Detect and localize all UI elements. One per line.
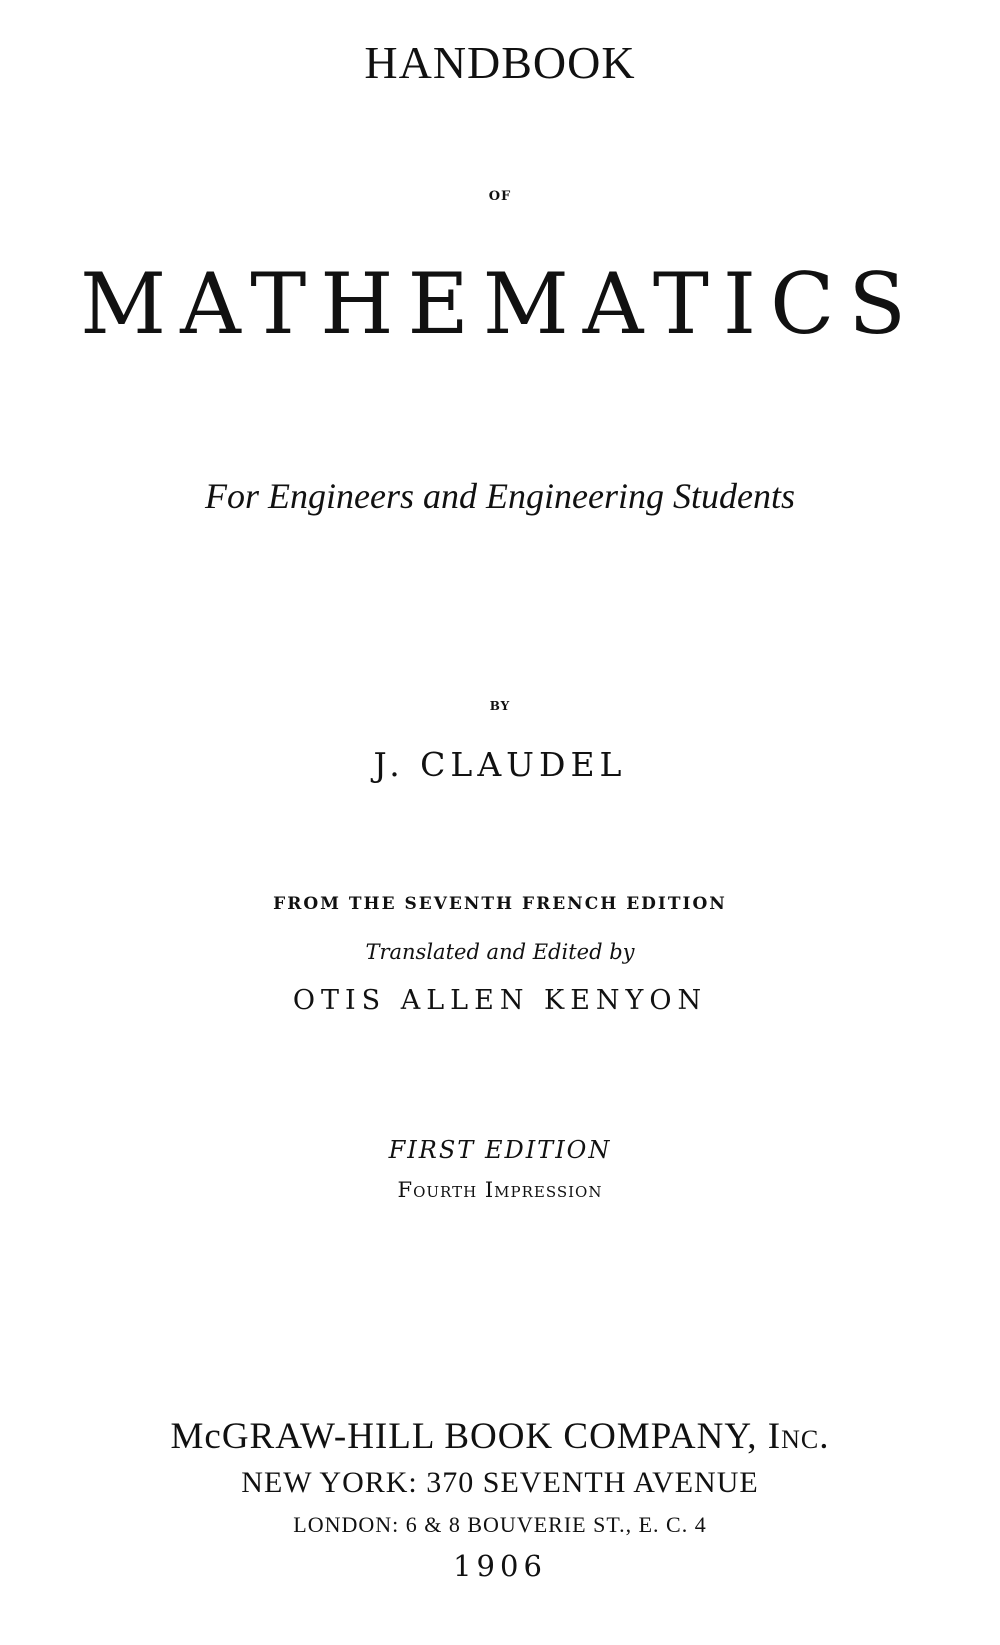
page-title: MATHEMATICS (80, 255, 920, 353)
address-new-york: NEW YORK: 370 SEVENTH AVENUE (241, 1466, 759, 1499)
title-top: HANDBOOK (364, 37, 636, 88)
publisher-name: McGRAW-HILL BOOK COMPANY, (170, 1416, 758, 1457)
translator-name: OTIS ALLEN KENYON (292, 985, 708, 1016)
translated-label: Translated and Edited by (365, 940, 635, 964)
by-label: BY (489, 699, 511, 713)
edition-label: FIRST EDITION (388, 1136, 612, 1164)
title-connector: OF (488, 189, 512, 204)
author-name: J. CLAUDEL (373, 745, 627, 784)
publication-year: 1906 (453, 1549, 547, 1583)
publisher-line (0, 1418, 1000, 1455)
publisher-suffix: Inc. (767, 1416, 830, 1457)
address-london: LONDON: 6 & 8 BOUVERIE ST., E. C. 4 (293, 1512, 707, 1537)
subtitle: For Engineers and Engineering Students (205, 476, 795, 516)
source-edition: FROM THE SEVENTH FRENCH EDITION (273, 894, 727, 914)
impression-label: Fourth Impression (397, 1178, 603, 1202)
